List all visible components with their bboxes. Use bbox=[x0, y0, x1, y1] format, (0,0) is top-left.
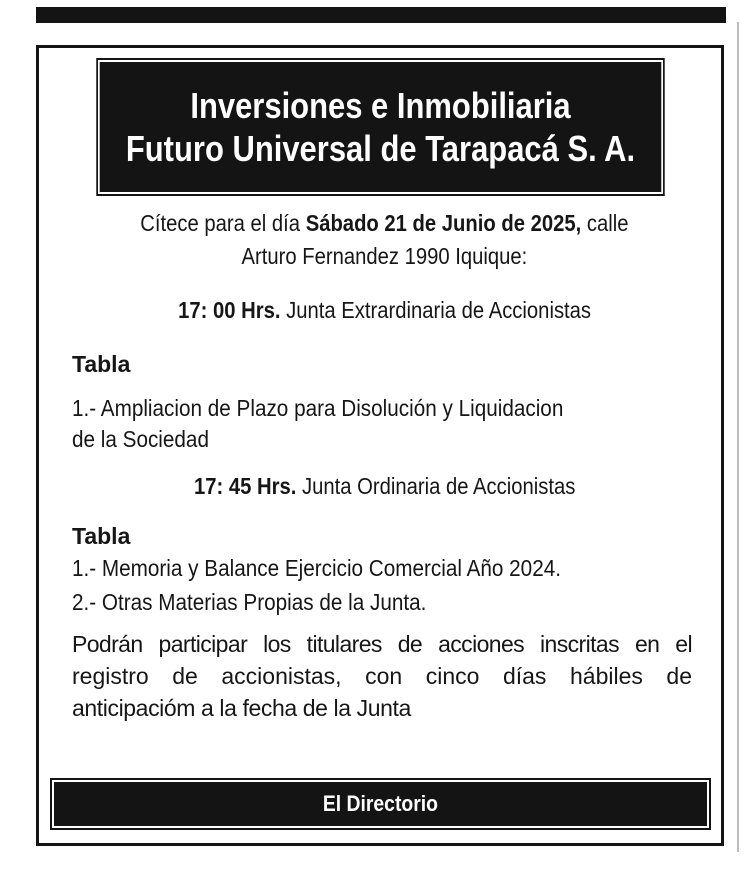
closing-line-3: anticipacióm a la fecha de la Junta bbox=[72, 695, 411, 721]
session-1-item-1-line-2: de la Sociedad bbox=[72, 426, 209, 452]
session-1-tabla-label: Tabla bbox=[72, 351, 131, 377]
session-2-items bbox=[72, 551, 697, 619]
intro-post: calle bbox=[581, 210, 629, 236]
intro-address: Arturo Fernandez 1990 Iquique: bbox=[241, 243, 528, 269]
session-2-name: Junta Ordinaria de Accionistas bbox=[296, 473, 576, 499]
closing-line-2: registro de accionistas, con cinco días hábiles de bbox=[72, 663, 692, 689]
session-1-heading bbox=[72, 294, 697, 326]
session-1-time: 17: 00 Hrs. bbox=[178, 297, 281, 323]
signature-banner bbox=[52, 780, 709, 828]
session-2-time: 17: 45 Hrs. bbox=[193, 473, 297, 499]
intro-line-1 bbox=[140, 207, 628, 240]
session-1-item-1 bbox=[72, 393, 697, 455]
title-line-2: Futuro Universal de Tarapacá S. A. bbox=[125, 128, 636, 169]
session-2-item-2: 2.- Otras Materias Propias de la Junta. bbox=[72, 589, 427, 615]
intro-pre: Cítece para el día bbox=[140, 210, 306, 236]
title-line-1: Inversiones e Inmobiliaria bbox=[190, 85, 571, 126]
session-2-item-1: 1.- Memoria y Balance Ejercicio Comercial Año 2024. bbox=[72, 555, 561, 581]
top-rule bbox=[36, 7, 726, 23]
session-1-name: Junta Extrardinaria de Accionistas bbox=[280, 297, 591, 323]
title-banner bbox=[98, 60, 663, 194]
session-1-item-1-line-1: 1.- Ampliacion de Plazo para Disolución y Liquidacion bbox=[72, 395, 564, 421]
notice-body bbox=[52, 207, 709, 724]
closing-line-1: Podrán participar los titulares de acciones inscritas en el bbox=[72, 631, 692, 657]
notice-box bbox=[36, 45, 724, 846]
session-2-heading bbox=[72, 470, 697, 502]
session-2-tabla-label: Tabla bbox=[72, 523, 131, 549]
meeting-date: Sábado 21 de Junio de 2025, bbox=[305, 210, 582, 236]
intro-paragraph bbox=[72, 207, 697, 273]
closing-paragraph bbox=[72, 628, 697, 724]
signature-text: El Directorio bbox=[322, 791, 439, 816]
side-rule bbox=[737, 22, 739, 852]
